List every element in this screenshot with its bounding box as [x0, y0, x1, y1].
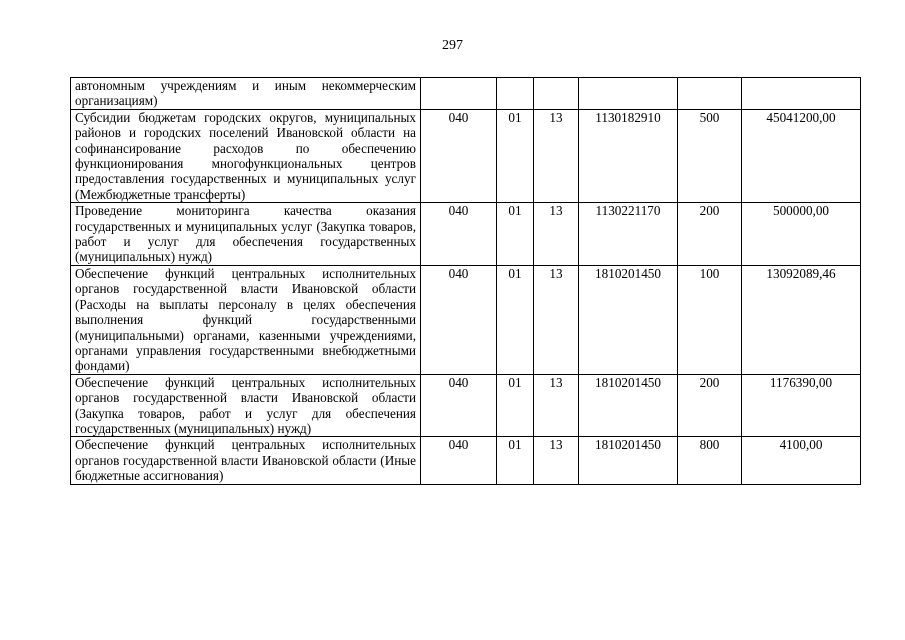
row-name: Субсидии бюджетам городских округов, муниципальных районов и городских поселений Ивановской области на софинансирование расходов по обеспечению функционирования многофункциональных центров предоставления государственных и муниципальных услуг (Межбюджетные трансферты): [71, 109, 421, 202]
row-amount: 45041200,00: [742, 109, 861, 202]
row-ministry-code: 040: [421, 109, 497, 202]
table-row: [71, 374, 861, 437]
row-amount: 500000,00: [742, 203, 861, 266]
row-amount: 4100,00: [742, 437, 861, 484]
row-subsection-code: 13: [534, 109, 579, 202]
row-expense-type-code: 800: [678, 437, 742, 484]
row-expense-type-code: 500: [678, 109, 742, 202]
row-name: Обеспечение функций центральных исполнительных органов государственной власти Ивановской области (Иные бюджетные ассигнования): [71, 437, 421, 484]
row-target-code: 1810201450: [579, 265, 678, 374]
row-subsection-code: 13: [534, 203, 579, 266]
row-amount: 1176390,00: [742, 374, 861, 437]
budget-table: [70, 77, 861, 485]
row-section-code: 01: [497, 203, 534, 266]
page-number: 297: [442, 38, 463, 53]
table-row: [71, 109, 861, 202]
row-name: Проведение мониторинга качества оказания государственных и муниципальных услуг (Закупка товаров, работ и услуг для обеспечения государственных (муниципальных) нужд): [71, 203, 421, 266]
row-expense-type-code: 200: [678, 203, 742, 266]
row-amount: [742, 78, 861, 110]
row-ministry-code: 040: [421, 437, 497, 484]
row-target-code: 1130221170: [579, 203, 678, 266]
row-target-code: 1810201450: [579, 374, 678, 437]
row-target-code: 1810201450: [579, 437, 678, 484]
row-section-code: 01: [497, 109, 534, 202]
row-target-code: 1130182910: [579, 109, 678, 202]
row-amount: 13092089,46: [742, 265, 861, 374]
row-subsection-code: [534, 78, 579, 110]
row-name: Обеспечение функций центральных исполнительных органов государственной власти Ивановской области (Расходы на выплаты персоналу в целях обеспечения выполнения функций государственными (муниципальными) органами, казенными учреждениями, органами управления государственными внебюджетными фондами): [71, 265, 421, 374]
table-row: [71, 437, 861, 484]
row-subsection-code: 13: [534, 374, 579, 437]
row-section-code: 01: [497, 437, 534, 484]
row-ministry-code: 040: [421, 265, 497, 374]
row-ministry-code: 040: [421, 374, 497, 437]
row-target-code: [579, 78, 678, 110]
row-name: автономным учреждениям и иным некоммерческим организациям): [71, 78, 421, 110]
table-row: [71, 265, 861, 374]
row-section-code: 01: [497, 265, 534, 374]
row-name: Обеспечение функций центральных исполнительных органов государственной власти Ивановской области (Закупка товаров, работ и услуг для обеспечения государственных (муниципальных) нужд): [71, 374, 421, 437]
row-expense-type-code: [678, 78, 742, 110]
row-expense-type-code: 200: [678, 374, 742, 437]
row-ministry-code: [421, 78, 497, 110]
table-row: [71, 78, 861, 110]
row-section-code: [497, 78, 534, 110]
row-section-code: 01: [497, 374, 534, 437]
row-expense-type-code: 100: [678, 265, 742, 374]
row-subsection-code: 13: [534, 265, 579, 374]
row-subsection-code: 13: [534, 437, 579, 484]
table-row: [71, 203, 861, 266]
row-ministry-code: 040: [421, 203, 497, 266]
